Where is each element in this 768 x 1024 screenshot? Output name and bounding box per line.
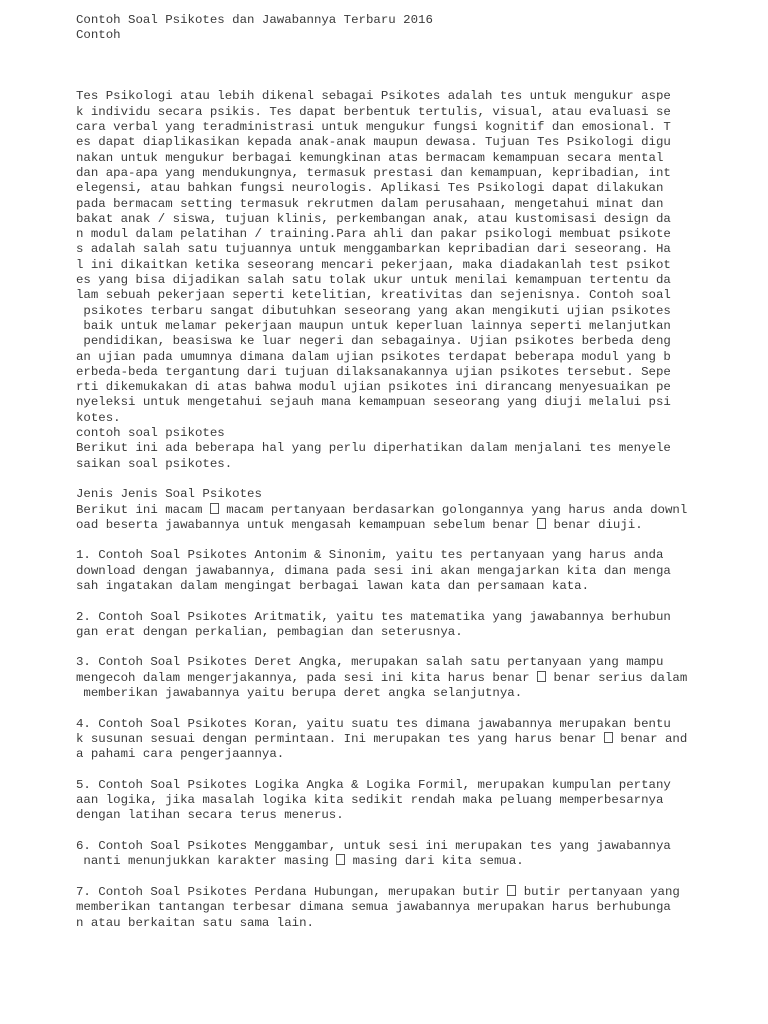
text-line: download dengan jawabannya, dimana pada sesi ini akan mengajarkan kita dan menga (76, 563, 671, 578)
text-line: aan logika, jika masalah logika kita sedikit rendah maka peluang memperbesarnya (76, 793, 664, 808)
text-line: s adalah salah satu tujuannya untuk menggambarkan kepribadian dari seseorang. Ha (76, 242, 671, 257)
text-line: bakat anak / siswa, tujuan klinis, perkembangan anak, atau kustomisasi design da (76, 211, 671, 226)
text-line: Tes Psikologi atau lebih dikenal sebagai Psikotes adalah tes untuk mengukur aspe (76, 89, 671, 104)
document-subtitle: Contoh (76, 28, 121, 43)
section-heading: Jenis Jenis Soal Psikotes (76, 487, 262, 502)
text-line: cara verbal yang teradministrasi untuk mengukur fungsi kognitif dan emosional. T (76, 120, 671, 135)
text-line: 3. Contoh Soal Psikotes Deret Angka, merupakan salah satu pertanyaan yang mampu (76, 655, 664, 670)
missing-glyph-box-icon (604, 732, 613, 743)
text-line: memberikan tantangan terbesar dimana semua jawabannya merupakan harus berhubunga (76, 900, 671, 915)
text-line: nakan untuk mengukur berbagai kemungkinan atas bermacam kemampuan secara mental (76, 150, 664, 165)
text-line: Berikut ini macam macam pertanyaan berdasarkan golongannya yang harus anda downl (76, 502, 688, 517)
text-line: rti dikemukakan di atas bahwa modul ujian psikotes ini dirancang menyesuaikan pe (76, 380, 671, 395)
text-line: a pahami cara pengerjaannya. (76, 747, 285, 762)
list-item (76, 610, 696, 641)
text-line: n modul dalam pelatihan / training.Para ahli dan pakar psikologi membuat psikote (76, 227, 671, 242)
text-line: baik untuk melamar pekerjaan maupun untuk keperluan lainnya seperti melanjutkan (76, 318, 671, 333)
text-line: psikotes terbaru sangat dibutuhkan seseorang yang akan mengikuti ujian psikotes (76, 303, 671, 318)
text-line: an ujian pada umumnya dimana dalam ujian psikotes terdapat beberapa modul yang b (76, 349, 671, 364)
text-line: n atau berkaitan satu sama lain. (76, 915, 314, 930)
text-line: erbeda-beda tergantung dari tujuan dilaksanakannya ujian psikotes tersebut. Sepe (76, 364, 671, 379)
text-line: nyeleksi untuk mengetahui sejauh mana kemampuan seseorang yang diuji melalui psi (76, 395, 671, 410)
text-line: dengan latihan secara terus menerus. (76, 808, 344, 823)
text-line: 2. Contoh Soal Psikotes Aritmatik, yaitu tes matematika yang jawabannya berhubun (76, 609, 671, 624)
text-line: k susunan sesuai dengan permintaan. Ini merupakan tes yang harus benar benar and (76, 731, 688, 746)
missing-glyph-box-icon (336, 854, 345, 865)
text-line: 7. Contoh Soal Psikotes Perdana Hubungan, merupakan butir butir pertanyaan yang (76, 884, 680, 899)
text-line: oad beserta jawabannya untuk mengasah kemampuan sebelum benar benar diuji. (76, 517, 643, 532)
text-line: pada bermacam setting termasuk rekrutmen dalam perusahaan, mengetahui minat dan (76, 196, 664, 211)
text-line: 6. Contoh Soal Psikotes Menggambar, untuk sesi ini merupakan tes yang jawabannya (76, 839, 671, 854)
text-line: es dapat diaplikasikan kepada anak-anak maupun dewasa. Tujuan Tes Psikologi digu (76, 135, 671, 150)
list-item (76, 885, 696, 931)
text-line: sah ingatakan dalam mengingat berbagai lawan kata dan persamaan kata. (76, 578, 590, 593)
missing-glyph-box-icon (507, 885, 516, 896)
text-line: 4. Contoh Soal Psikotes Koran, yaitu suatu tes dimana jawabannya merupakan bentu (76, 716, 671, 731)
document-page (76, 13, 696, 931)
document-title: Contoh Soal Psikotes dan Jawabannya Terbaru 2016 (76, 13, 433, 27)
text-line: mengecoh dalam mengerjakannya, pada sesi ini kita harus benar benar serius dalam (76, 670, 688, 685)
missing-glyph-box-icon (210, 503, 219, 514)
list-item (76, 717, 696, 763)
missing-glyph-box-icon (537, 671, 546, 682)
list-item (76, 778, 696, 824)
text-line: l ini dikaitkan ketika seseorang mencari pekerjaan, maka diadakanlah test psikot (76, 257, 671, 272)
text-line: pendidikan, beasiswa ke luar negeri dan sebagainya. Ujian psikotes berbeda deng (76, 334, 671, 349)
text-line: 1. Contoh Soal Psikotes Antonim & Sinonim, yaitu tes pertanyaan yang harus anda (76, 548, 664, 563)
text-line: saikan soal psikotes. (76, 456, 233, 471)
text-line: gan erat dengan perkalian, pembagian dan seterusnya. (76, 624, 463, 639)
list-item (76, 548, 696, 594)
list-item (76, 839, 696, 870)
text-line: es yang bisa dijadikan salah satu tolak ukur untuk menilai kemampuan tertentu da (76, 273, 671, 288)
missing-glyph-box-icon (537, 518, 546, 529)
intro-paragraph (76, 89, 696, 471)
text-line: elegensi, atau bahkan fungsi neurologis. Aplikasi Tes Psikologi dapat dilakukan (76, 181, 664, 196)
text-line: contoh soal psikotes (76, 426, 225, 441)
text-line: lam sebuah pekerjaan seperti ketelitian, kreativitas dan sejenisnya. Contoh soal (76, 288, 671, 303)
text-line: dan apa-apa yang mendukungnya, termasuk prestasi dan kemampuan, kepribadian, int (76, 165, 671, 180)
jenis-section (76, 487, 696, 533)
text-line: Berikut ini ada beberapa hal yang perlu diperhatikan dalam menjalani tes menyele (76, 441, 671, 456)
text-line: memberikan jawabannya yaitu berupa deret angka selanjutnya. (76, 686, 523, 701)
text-line: kotes. (76, 410, 121, 425)
list-item (76, 655, 696, 701)
text-line: 5. Contoh Soal Psikotes Logika Angka & Logika Formil, merupakan kumpulan pertany (76, 777, 671, 792)
text-line: nanti menunjukkan karakter masing masing dari kita semua. (76, 854, 524, 869)
text-line: k individu secara psikis. Tes dapat berbentuk tertulis, visual, atau evaluasi se (76, 104, 671, 119)
